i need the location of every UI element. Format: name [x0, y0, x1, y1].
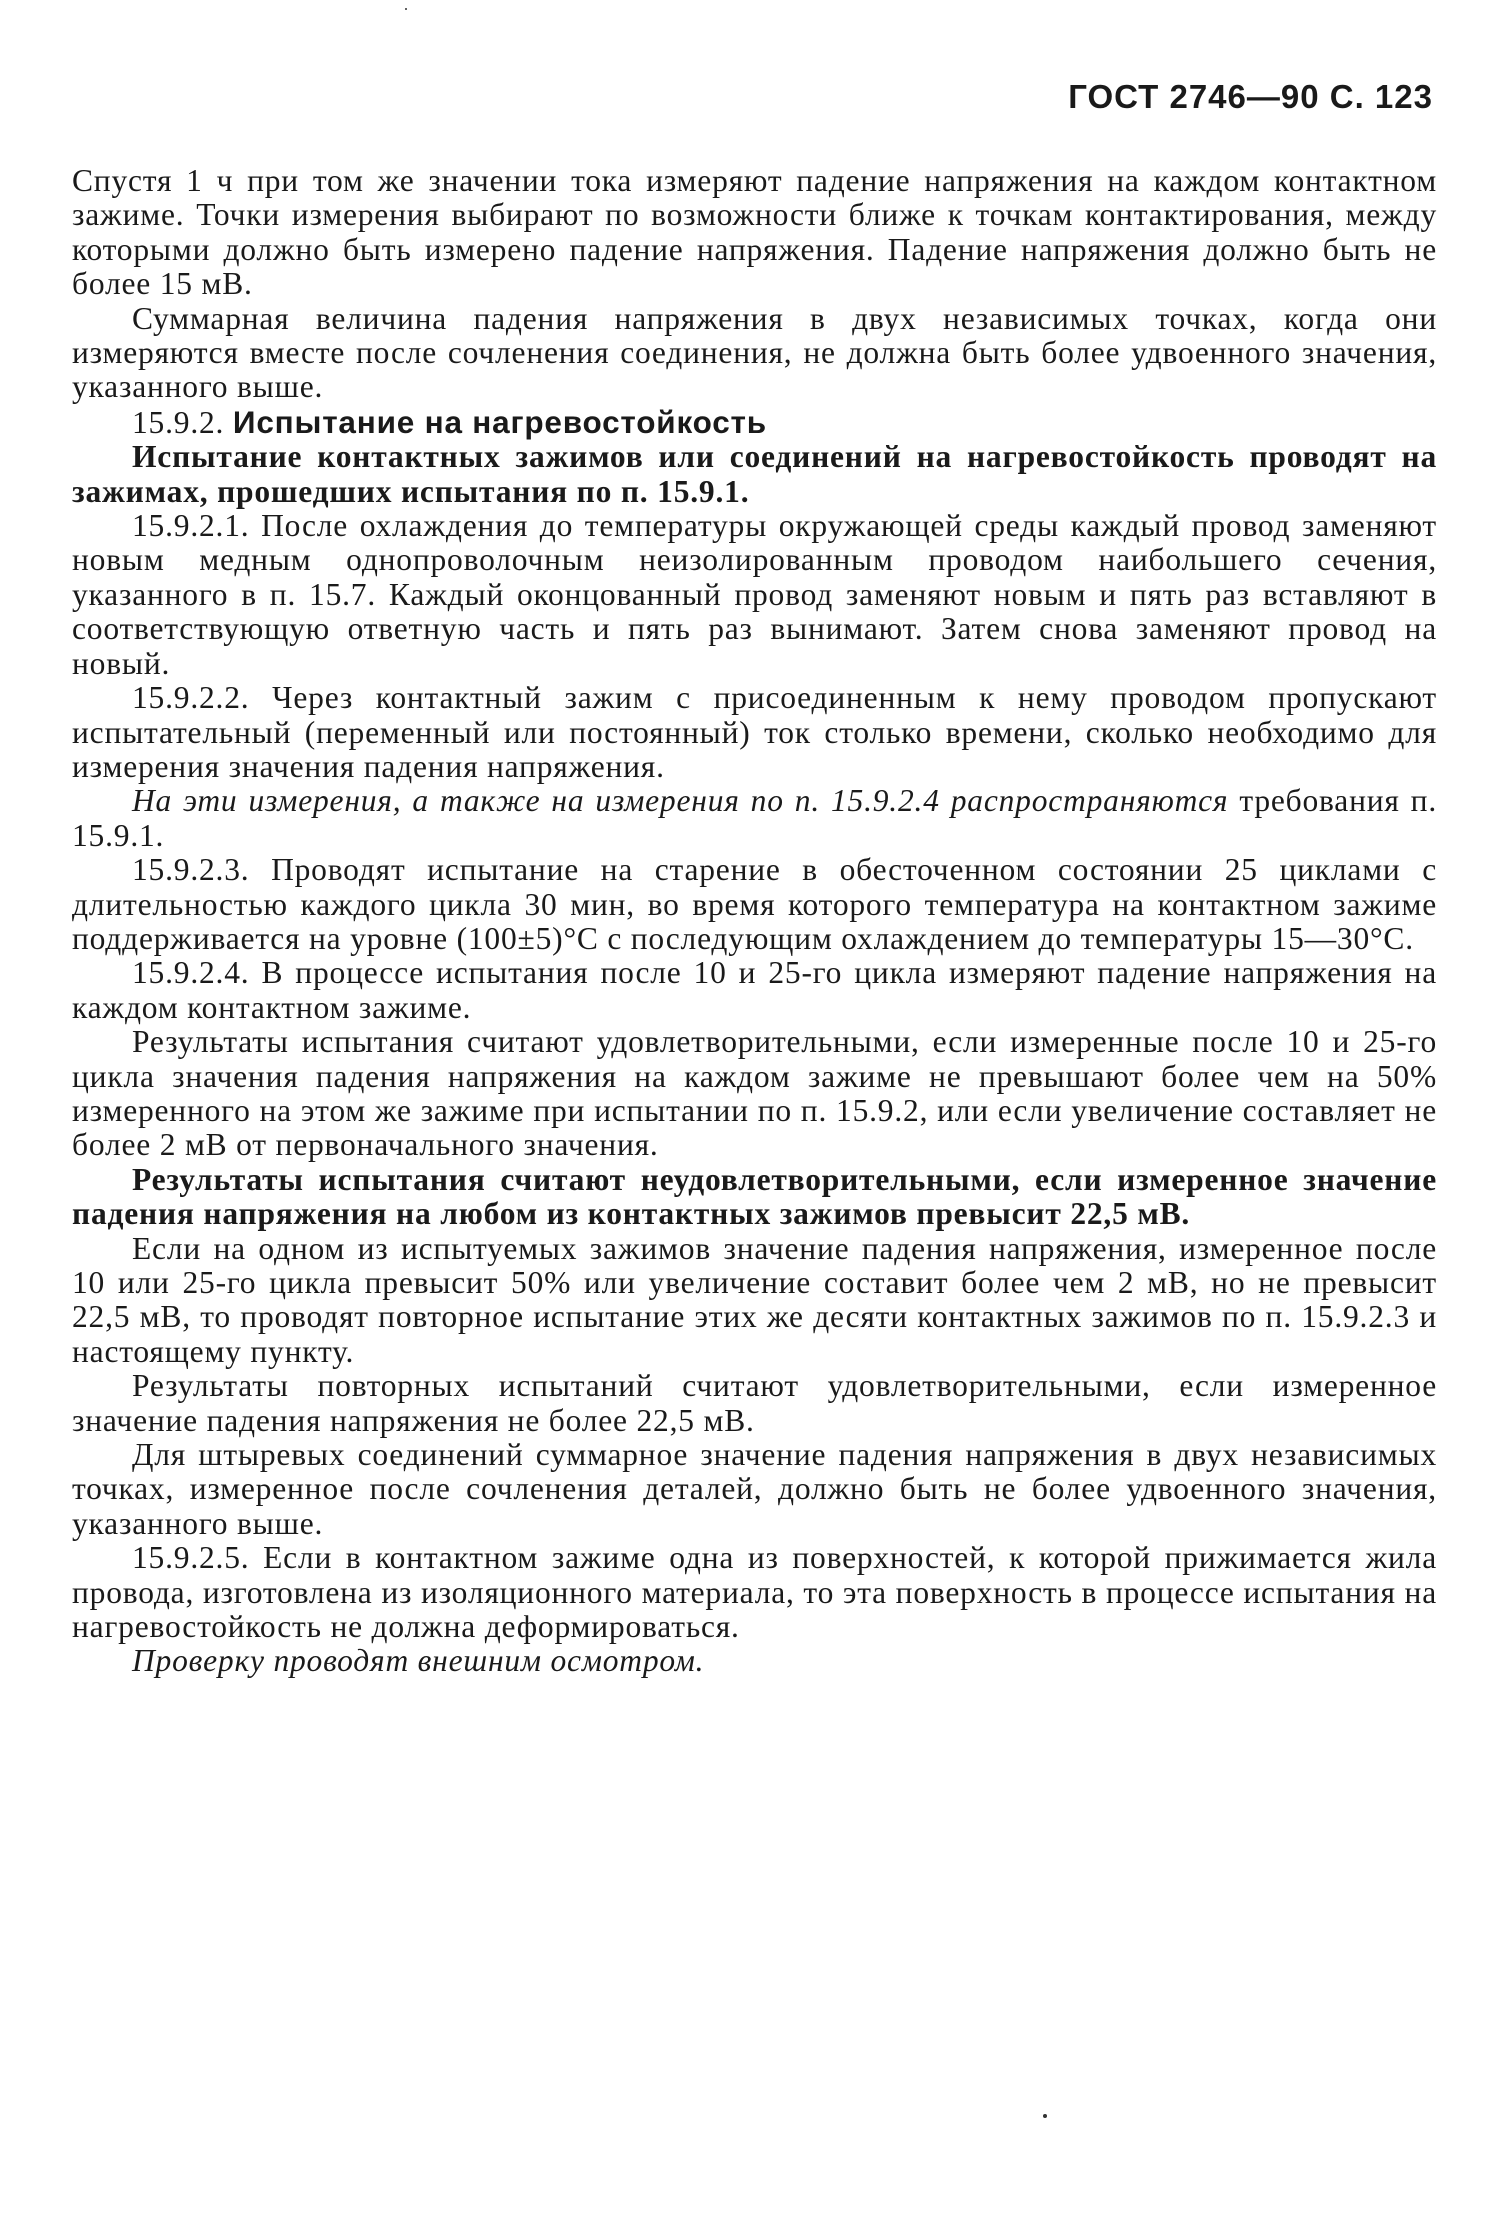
scan-speck: [405, 8, 407, 10]
paragraph: Для штыревых соединений суммарное значение падения напряжения в двух независимых точках, измеренное после сочленения деталей, должно быть не более удвоенного значения, указанного выше.: [72, 1437, 1437, 1541]
paragraph: 15.9.2.5. Если в контактном зажиме одна из поверхностей, к которой прижимается жила провода, изготовлена из изоляционного материала, то эта поверхность в процессе испытания на нагревостойкость не должна деформироваться.: [72, 1540, 1437, 1645]
paragraph: Результаты повторных испытаний считают удовлетворительными, если измеренное значение падения напряжения не более 22,5 мВ.: [72, 1368, 1437, 1438]
paragraph: Спустя 1 ч при том же значении тока измеряют падение напряжения на каждом контактном зажиме. Точки измерения выбирают по возможности ближе к точкам контактирования, между которыми должно быть измерено падение напряжения. Падение напряжения должно быть не более 15 мВ.: [72, 163, 1437, 302]
note-continuation: требования п. 15.9.1.: [72, 783, 1437, 853]
paragraph: Суммарная величина падения напряжения в двух независимых точках, когда они измеряются вместе после сочленения соединения, не должна быть более удвоенного значения, указанного выше.: [72, 300, 1437, 405]
paragraph: 15.9.2.2. Через контактный зажим с присоединенным к нему проводом пропускают испытательный (переменный или постоянный) ток столько времени, сколько необходимо для измерения значения падения напряжения.: [72, 680, 1437, 784]
paragraph: 15.9.2.4. В процессе испытания после 10 и 25-го цикла измеряют падение напряжения на каждом контактном зажиме.: [72, 955, 1437, 1025]
section-number: 15.9.2.: [132, 404, 225, 440]
italic-note: На эти измерения, а также на измерения по п. 15.9.2.4 распространяются: [132, 783, 1229, 819]
paragraph: 15.9.2.1. После охлаждения до температуры окружающей среды каждый провод заменяют новым медным однопроволочным неизолированным проводом наибольшего сечения, указанного в п. 15.7. Каждый оконцованный провод заменяют новым и пять раз вставляют в соответствующую ответную часть и пять раз вынимают. Затем снова заменяют провод на новый.: [72, 508, 1437, 681]
paragraph: 15.9.2.3. Проводят испытание на старение в обесточенном состоянии 25 циклами с длительностью каждого цикла 30 мин, во время которого температура на контактном зажиме поддерживается на уровне (100±5)°С с последующим охлаждением до температуры 15—30°С.: [72, 852, 1437, 956]
paragraph: Результаты испытания считают удовлетворительными, если измеренные после 10 и 25-го цикла значения падения напряжения на каждом зажиме не превышают более чем на 50% измеренного на этом же зажиме при испытании по п. 15.9.2, или если увеличение составляет не более 2 мВ от первоначального значения.: [72, 1024, 1437, 1163]
paragraph: Результаты испытания считают неудовлетворительными, если измеренное значение падения напряжения на любом из контактных зажимов превысит 22,5 мВ.: [72, 1161, 1437, 1232]
section-title: Испытание на нагревостойкость: [232, 403, 767, 440]
paragraph: Испытание контактных зажимов или соединений на нагревостойкость проводят на зажимах, прошедших испытания по п. 15.9.1.: [72, 439, 1437, 509]
paragraph: [72, 784, 1437, 853]
section-heading: [72, 405, 1437, 440]
final-note: Проверку проводят внешним осмотром.: [132, 1643, 705, 1679]
scan-speck: [1043, 2114, 1047, 2118]
document-body: [72, 164, 1437, 1679]
document-page: [72, 78, 1437, 1679]
page-header: ГОСТ 2746—90 С. 123: [1068, 78, 1433, 115]
paragraph: Если на одном из испытуемых зажимов значение падения напряжения, измеренное после 10 или 25-го цикла превысит 50% или увеличение составит более чем 2 мВ, но не превысит 22,5 мВ, то проводят повторное испытание этих же десяти контактных зажимов по п. 15.9.2.3 и настоящему пункту.: [72, 1230, 1437, 1369]
